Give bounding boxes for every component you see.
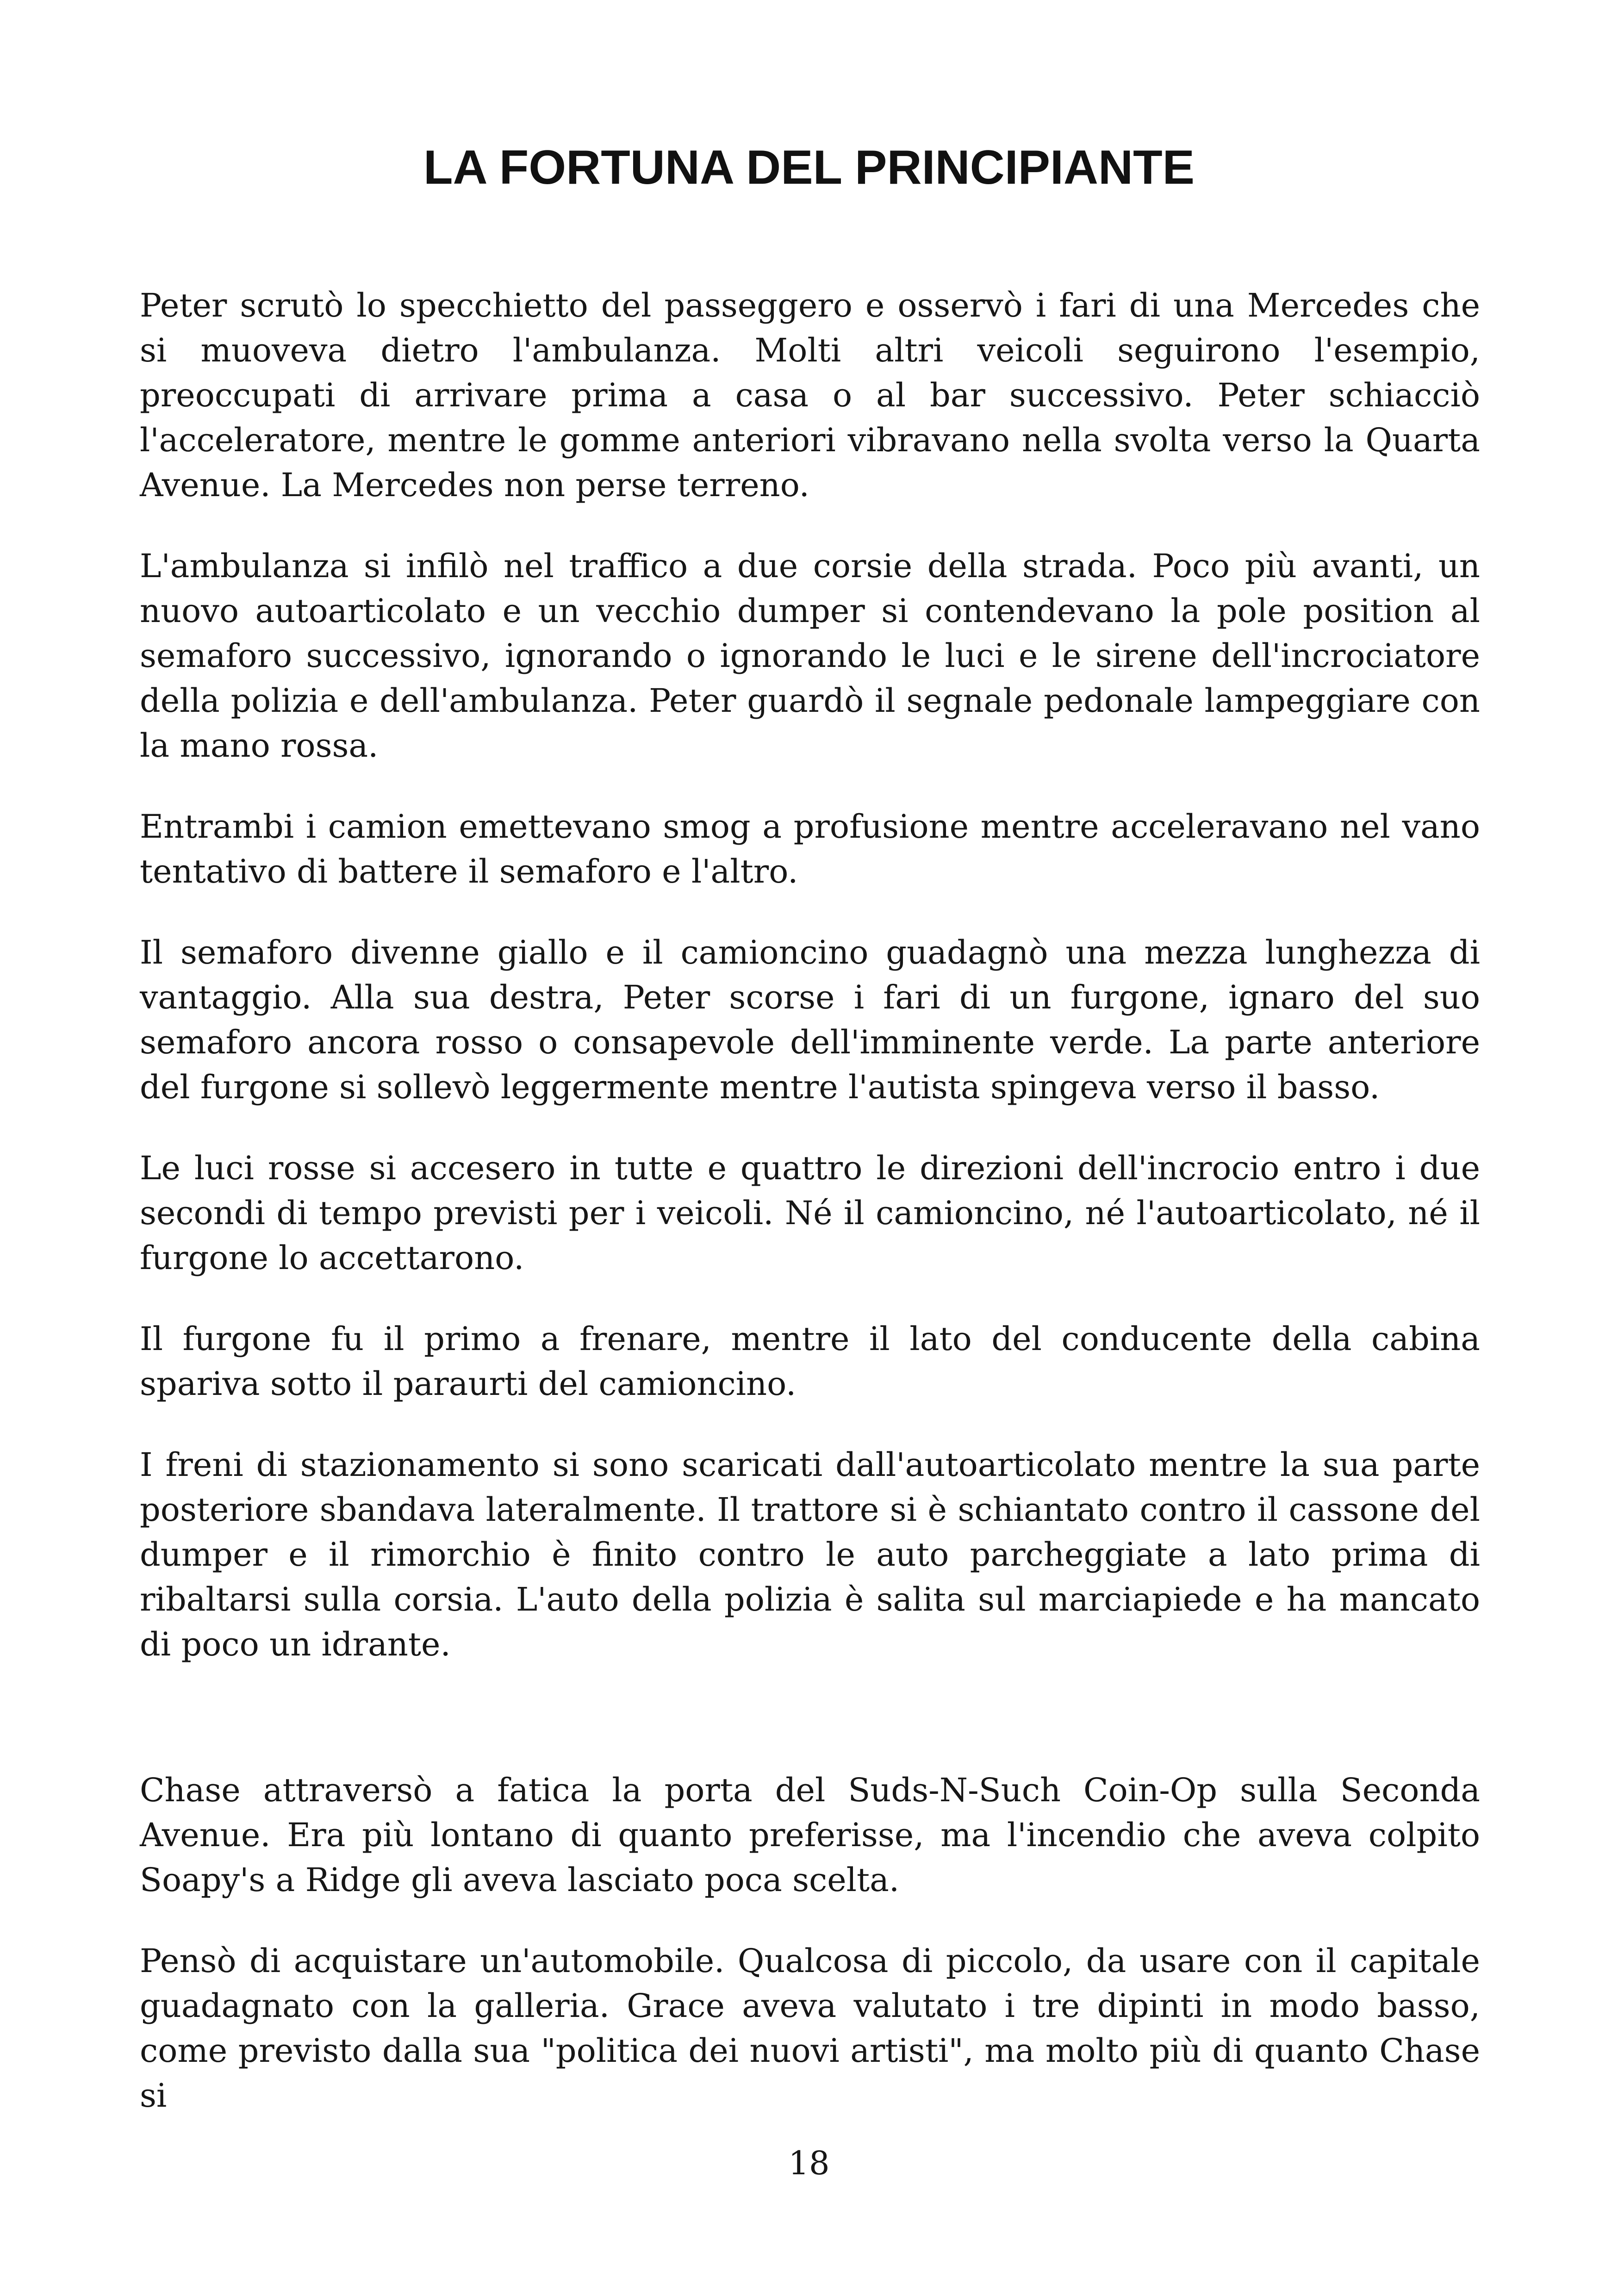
paragraph: I freni di stazionamento si sono scaricati dall'autoarticolato mentre la sua parte posteriore sbandava lateralmente. Il trattore si è schiantato contro il cassone del dumper e il rimorchio è finito contro le auto parcheggiate a lato prima di ribaltarsi sulla corsia. L'auto della polizia è salita sul marciapiede e ha mancato di poco un idrante. [140,1446,1480,1663]
paragraph: Pensò di acquistare un'automobile. Qualcosa di piccolo, da usare con il capitale guadagnato con la galleria. Grace aveva valutato i tre dipinti in modo basso, come previsto dalla sua "politica dei nuovi artisti", ma molto più di quanto Chase si [140,1942,1480,2115]
page-number: 18 [788,2144,830,2182]
paragraph: Il semaforo divenne giallo e il camioncino guadagnò una mezza lunghezza di vantaggio. Alla sua destra, Peter scorse i fari di un furgone, ignaro del suo semaforo ancora rosso o consapevole dell'imminente verde. La parte anteriore del furgone si sollevò leggermente mentre l'autista spingeva verso il basso. [140,933,1480,1106]
paragraph: Il furgone fu il primo a frenare, mentre il lato del conducente della cabina spariva sotto il paraurti del camioncino. [140,1320,1480,1403]
chapter-title: LA FORTUNA DEL PRINCIPIANTE [423,141,1195,194]
paragraph: Entrambi i camion emettevano smog a profusione mentre acceleravano nel vano tentativo di battere il semaforo e l'altro. [140,808,1480,890]
paragraph: Chase attraversò a fatica la porta del Suds-N-Such Coin-Op sulla Seconda Avenue. Era più lontano di quanto preferisse, ma l'incendio che aveva colpito Soapy's a Ridge gli aveva lasciato poca scelta. [140,1771,1480,1899]
chapter-body [140,283,1480,2154]
paragraph: L'ambulanza si infilò nel traffico a due corsie della strada. Poco più avanti, un nuovo autoarticolato e un vecchio dumper si contendevano la pole position al semaforo successivo, ignorando o ignorando le luci e le sirene dell'incrociatore della polizia e dell'ambulanza. Peter guardò il segnale pedonale lampeggiare con la mano rossa. [140,547,1480,765]
paragraph: Peter scrutò lo specchietto del passeggero e osservò i fari di una Mercedes che si muoveva dietro l'ambulanza. Molti altri veicoli seguirono l'esempio, preoccupati di arrivare prima a casa o al bar successivo. Peter schiacciò l'acceleratore, mentre le gomme anteriori vibravano nella svolta verso la Quarta Avenue. La Mercedes non perse terreno. [140,286,1480,504]
paragraph: Le luci rosse si accesero in tutte e quattro le direzioni dell'incrocio entro i due secondi di tempo previsti per i veicoli. Né il camioncino, né l'autoarticolato, né il furgone lo accettarono. [140,1149,1480,1277]
